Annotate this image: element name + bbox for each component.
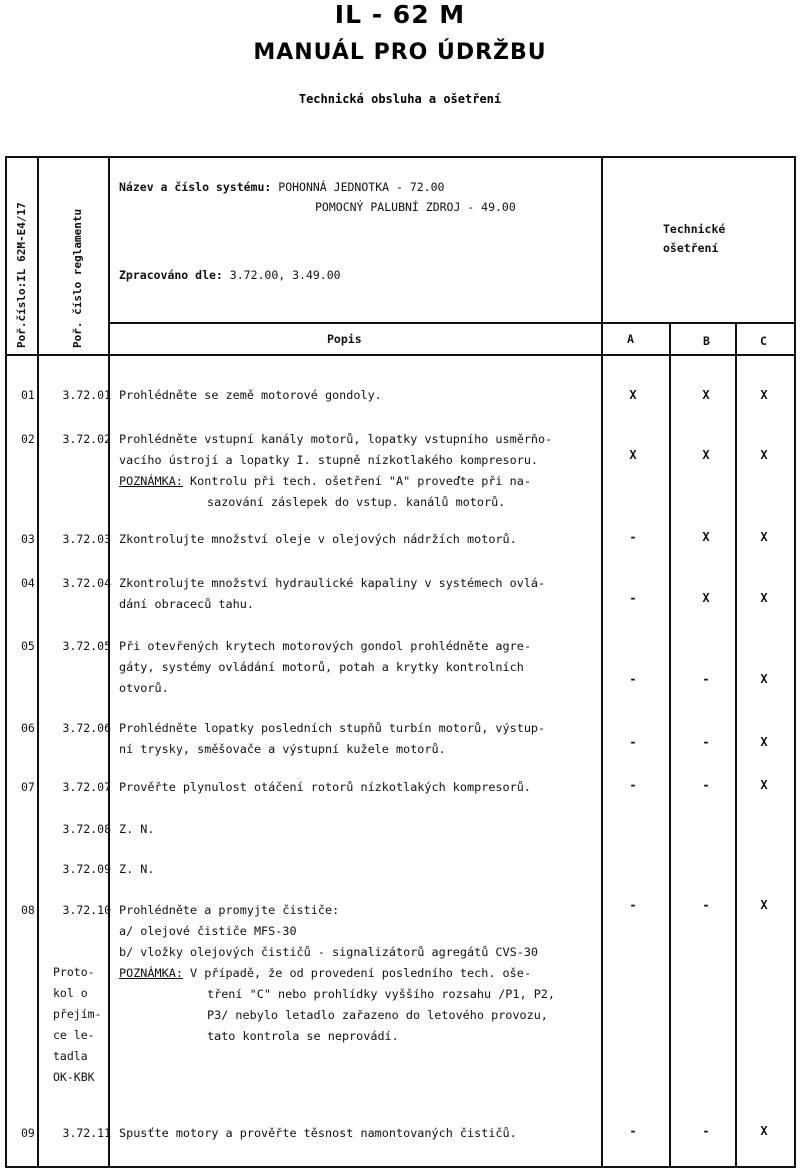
row-description (119, 777, 607, 798)
row-description (119, 636, 607, 699)
mark-a: X (629, 448, 637, 462)
row-description (119, 573, 607, 615)
description-header: Popis (327, 332, 362, 346)
mark-a: - (629, 778, 637, 792)
row-regulation: 3.72.01 (62, 388, 111, 402)
description-line: b/ vložky olejových čističů - signalizátorů agregátů CVS-30 (119, 945, 539, 959)
row-number: 04 (21, 576, 35, 590)
row-regulation: 3.72.06 (62, 721, 111, 735)
mark-c: X (760, 672, 768, 686)
column-c-header: C (760, 334, 767, 348)
mark-a: - (629, 735, 637, 749)
manual-subtitle: Technická obsluha a ošetření (298, 92, 502, 106)
description-line: Prohlédněte vstupní kanály motorů, lopatky vstupního usměrňo- (119, 432, 553, 446)
column-b-header: B (703, 334, 710, 348)
row-description (119, 529, 607, 550)
mark-c: X (760, 735, 768, 749)
mark-b: - (702, 735, 710, 749)
row-description (119, 819, 607, 840)
row-number: 01 (21, 388, 35, 402)
row-regulation: 3.72.04 (62, 576, 111, 590)
description-line: Z. N. (119, 822, 155, 836)
description-line: a/ olejové čističe MFS-30 (119, 924, 297, 938)
tech-label-2: ošetření (663, 241, 719, 255)
divider (735, 324, 737, 1166)
note-label: POZNÁMKA: (119, 966, 183, 980)
mark-b: - (702, 898, 710, 912)
row-regulation: 3.72.10 (62, 903, 111, 917)
description-line: ní trysky, směšovače a výstupní kužele motorů. (119, 742, 446, 756)
description-line: Zkontrolujte množství hydraulické kapaliny v systémech ovlá- (119, 576, 546, 590)
mark-a: - (629, 898, 637, 912)
note-line: ce le- (53, 1028, 95, 1042)
note-line: tření "C" nebo prohlídky vyššího rozsahu /P1, P2, (207, 987, 556, 1001)
mark-b: X (702, 448, 710, 462)
divider (37, 158, 39, 1166)
manual-title: MANUÁL PRO ÚDRŽBU (253, 40, 547, 65)
divider (669, 324, 671, 1166)
description-line: Z. N. (119, 862, 155, 876)
mark-a: - (629, 672, 637, 686)
mark-c: X (760, 778, 768, 792)
document-number-label: Poř.číslo:IL 62M-E4/17 (15, 202, 28, 348)
note-line: Proto- (53, 965, 95, 979)
row-number: 08 (21, 903, 35, 917)
row-description (119, 900, 607, 1047)
note-line: P3/ nebylo letadlo zařazeno do letového provozu, (207, 1008, 548, 1022)
mark-c: X (760, 388, 768, 402)
mark-a: X (629, 388, 637, 402)
mark-b: X (702, 591, 710, 605)
mark-a: - (629, 591, 637, 605)
description-line: Prohlédněte a promyjte čističe: (119, 903, 340, 917)
note-text: Kontrolu při tech. ošetření "A" proveďte při na- (190, 474, 531, 488)
mark-c: X (760, 1124, 768, 1138)
description-line: vacího ústrojí a lopatky I. stupně nízkotlakého kompresoru. (119, 453, 539, 467)
mark-b: - (702, 778, 710, 792)
processed-value: 3.72.00, 3.49.00 (229, 268, 341, 282)
note-line: sazování záslepek do vstup. kanálů motorů. (207, 495, 506, 509)
processed-label: Zpracováno dle: (119, 268, 223, 282)
row-regulation: 3.72.03 (62, 532, 111, 546)
description-line: dání obraceců tahu. (119, 597, 254, 611)
row-number: 07 (21, 780, 35, 794)
description-line: otvorů. (119, 681, 169, 695)
row-regulation: 3.72.07 (62, 780, 111, 794)
divider (7, 354, 796, 356)
row-regulation: 3.72.05 (62, 639, 111, 653)
maintenance-table (5, 156, 796, 1168)
note-line: kol o (53, 986, 88, 1000)
note-text: V případě, že od provedení posledního tech. oše- (190, 966, 531, 980)
mark-b: X (702, 388, 710, 402)
row-description (119, 385, 607, 406)
description-line: Zkontrolujte množství oleje v olejových nádržích motorů. (119, 532, 517, 546)
system-label: Název a číslo systému: (119, 180, 272, 194)
mark-c: X (760, 591, 768, 605)
note-line (119, 471, 607, 492)
system-header (119, 180, 444, 194)
mark-c: X (760, 530, 768, 544)
mark-c: X (760, 898, 768, 912)
mark-b: - (702, 672, 710, 686)
mark-a: - (629, 1124, 637, 1138)
note-line: tadla (53, 1049, 88, 1063)
divider (108, 158, 110, 1166)
system-1: POHONNÁ JEDNOTKA - 72.00 (278, 180, 445, 194)
description-line: Spusťte motory a prověřte těsnost namontovaných čističů. (119, 1126, 517, 1140)
row-regulation: 3.72.02 (62, 432, 111, 446)
note-line (119, 963, 607, 984)
processed-header (119, 268, 341, 282)
system-2: POMOCNÝ PALUBNÍ ZDROJ - 49.00 (315, 200, 516, 214)
note-line: OK-KBK (53, 1070, 95, 1084)
column-a-header: A (627, 332, 634, 346)
description-line: Prohlédněte lopatky posledních stupňů turbín motorů, výstup- (119, 721, 546, 735)
description-line: Při otevřených krytech motorových gondol prohlédněte agre- (119, 639, 531, 653)
row-regulation: 3.72.11 (62, 1126, 111, 1140)
mark-b: - (702, 1124, 710, 1138)
mark-c: X (760, 448, 768, 462)
row-description (119, 718, 607, 760)
row-description (119, 1123, 607, 1144)
row-number: 05 (21, 639, 35, 653)
note-label: POZNÁMKA: (119, 474, 183, 488)
row-number: 09 (21, 1126, 35, 1140)
regulation-number-label: Poř. číslo reglamentu (71, 208, 84, 348)
mark-b: X (702, 530, 710, 544)
row-description (119, 429, 607, 513)
row-number: 02 (21, 432, 35, 446)
description-line: gáty, systémy ovládání motorů, potah a krytky kontrolních (119, 660, 524, 674)
note-line: přejím- (53, 1007, 102, 1021)
mark-a: - (629, 530, 637, 544)
description-line: Prověřte plynulost otáčení rotorů nízkotlakých kompresorů. (119, 780, 531, 794)
acceptance-protocol-note (53, 962, 101, 1088)
description-line: Prohlédněte se země motorové gondoly. (119, 388, 382, 402)
tech-label-1: Technické (663, 222, 726, 236)
row-regulation: 3.72.08 (62, 822, 111, 836)
row-description (119, 859, 607, 880)
row-regulation: 3.72.09 (62, 862, 111, 876)
divider (108, 322, 796, 324)
row-number: 03 (21, 532, 35, 546)
aircraft-title: IL - 62 M (334, 0, 466, 29)
note-line: tato kontrola se neprovádí. (207, 1029, 399, 1043)
row-number: 06 (21, 721, 35, 735)
